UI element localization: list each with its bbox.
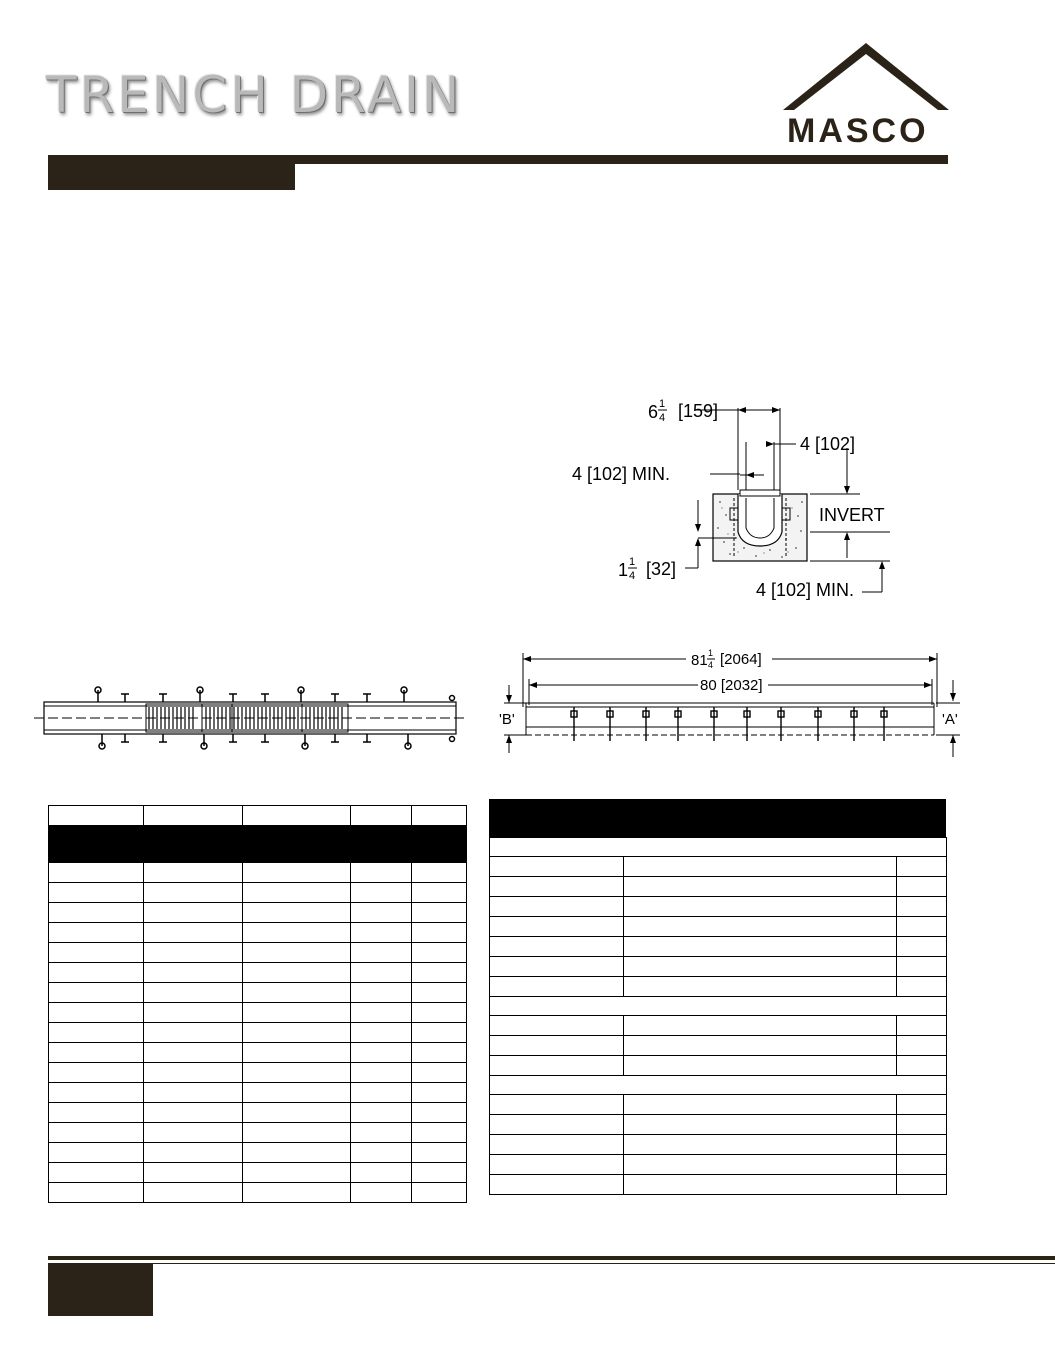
table-row: [490, 957, 947, 977]
plan-view-drawing: [30, 682, 470, 754]
table-row: [49, 1023, 467, 1043]
table-row: [49, 1163, 467, 1183]
overall-length-whole: 81: [691, 652, 708, 669]
table-row: [49, 923, 467, 943]
table-row: [49, 863, 467, 883]
right-spec-table: [489, 837, 947, 1195]
table-row: [49, 1003, 467, 1023]
table-row: [490, 977, 947, 997]
table-row: [49, 963, 467, 983]
table-row: [49, 1143, 467, 1163]
nominal-length: 80 [2032]: [700, 677, 763, 694]
table-row: [490, 857, 947, 877]
dim-lip-den: 4: [629, 570, 636, 582]
end-label-a: 'A': [942, 711, 958, 728]
dim-width-num: 1: [659, 398, 666, 410]
dim-side-min: 4 [102] MIN.: [572, 464, 671, 484]
dim-bottom-min: 4 [102] MIN.: [756, 580, 855, 600]
table-row: [490, 917, 947, 937]
footer-rule-thin: [48, 1263, 1055, 1264]
table-row: [490, 1036, 947, 1056]
dim-lip-mm: [32]: [646, 559, 677, 579]
table-row: [490, 1095, 947, 1115]
table-row: [49, 903, 467, 923]
table-row: [49, 1063, 467, 1083]
cross-section-drawing: [560, 390, 890, 605]
dim-width-whole: 6: [648, 402, 659, 422]
table-row: [490, 1056, 947, 1076]
table-section-row: [490, 838, 947, 857]
overall-length-num: 1: [708, 648, 714, 658]
overall-length-den: 4: [708, 660, 714, 670]
right-table-header: [489, 799, 946, 837]
table-row: [490, 1016, 947, 1036]
table-row: [49, 1183, 467, 1203]
left-table-header: [49, 826, 467, 863]
table-row: [490, 877, 947, 897]
table-row: [49, 1103, 467, 1123]
table-row: [490, 1135, 947, 1155]
footer-rule: [48, 1256, 1055, 1260]
table-row: [49, 1043, 467, 1063]
invert-label: INVERT: [819, 505, 885, 525]
table-row: [490, 1175, 947, 1195]
table-row: [49, 1123, 467, 1143]
table-row: [490, 1155, 947, 1175]
table-row: [490, 897, 947, 917]
brand-logo: MASCO: [787, 112, 929, 150]
page-title: TRENCH DRAIN: [46, 66, 463, 124]
dim-lip-whole: 1: [618, 560, 629, 580]
left-spec-table: [48, 805, 467, 1203]
table-row: [490, 937, 947, 957]
table-section-row: [490, 997, 947, 1016]
dim-inner: 4 [102]: [800, 434, 856, 454]
dim-width-den: 4: [659, 412, 666, 424]
dim-width-mm: [159]: [678, 401, 719, 421]
table-section-row: [490, 1076, 947, 1095]
table-row: [49, 1083, 467, 1103]
elevation-drawing: [496, 645, 976, 760]
end-label-b: 'B': [499, 711, 515, 728]
table-row: [49, 983, 467, 1003]
overall-length-mm: [2064]: [720, 651, 762, 668]
footer-tab: [48, 1264, 153, 1316]
dim-lip-num: 1: [629, 556, 636, 568]
table-row: [49, 943, 467, 963]
header-tab: [48, 155, 295, 190]
table-row: [490, 1115, 947, 1135]
table-row: [49, 883, 467, 903]
